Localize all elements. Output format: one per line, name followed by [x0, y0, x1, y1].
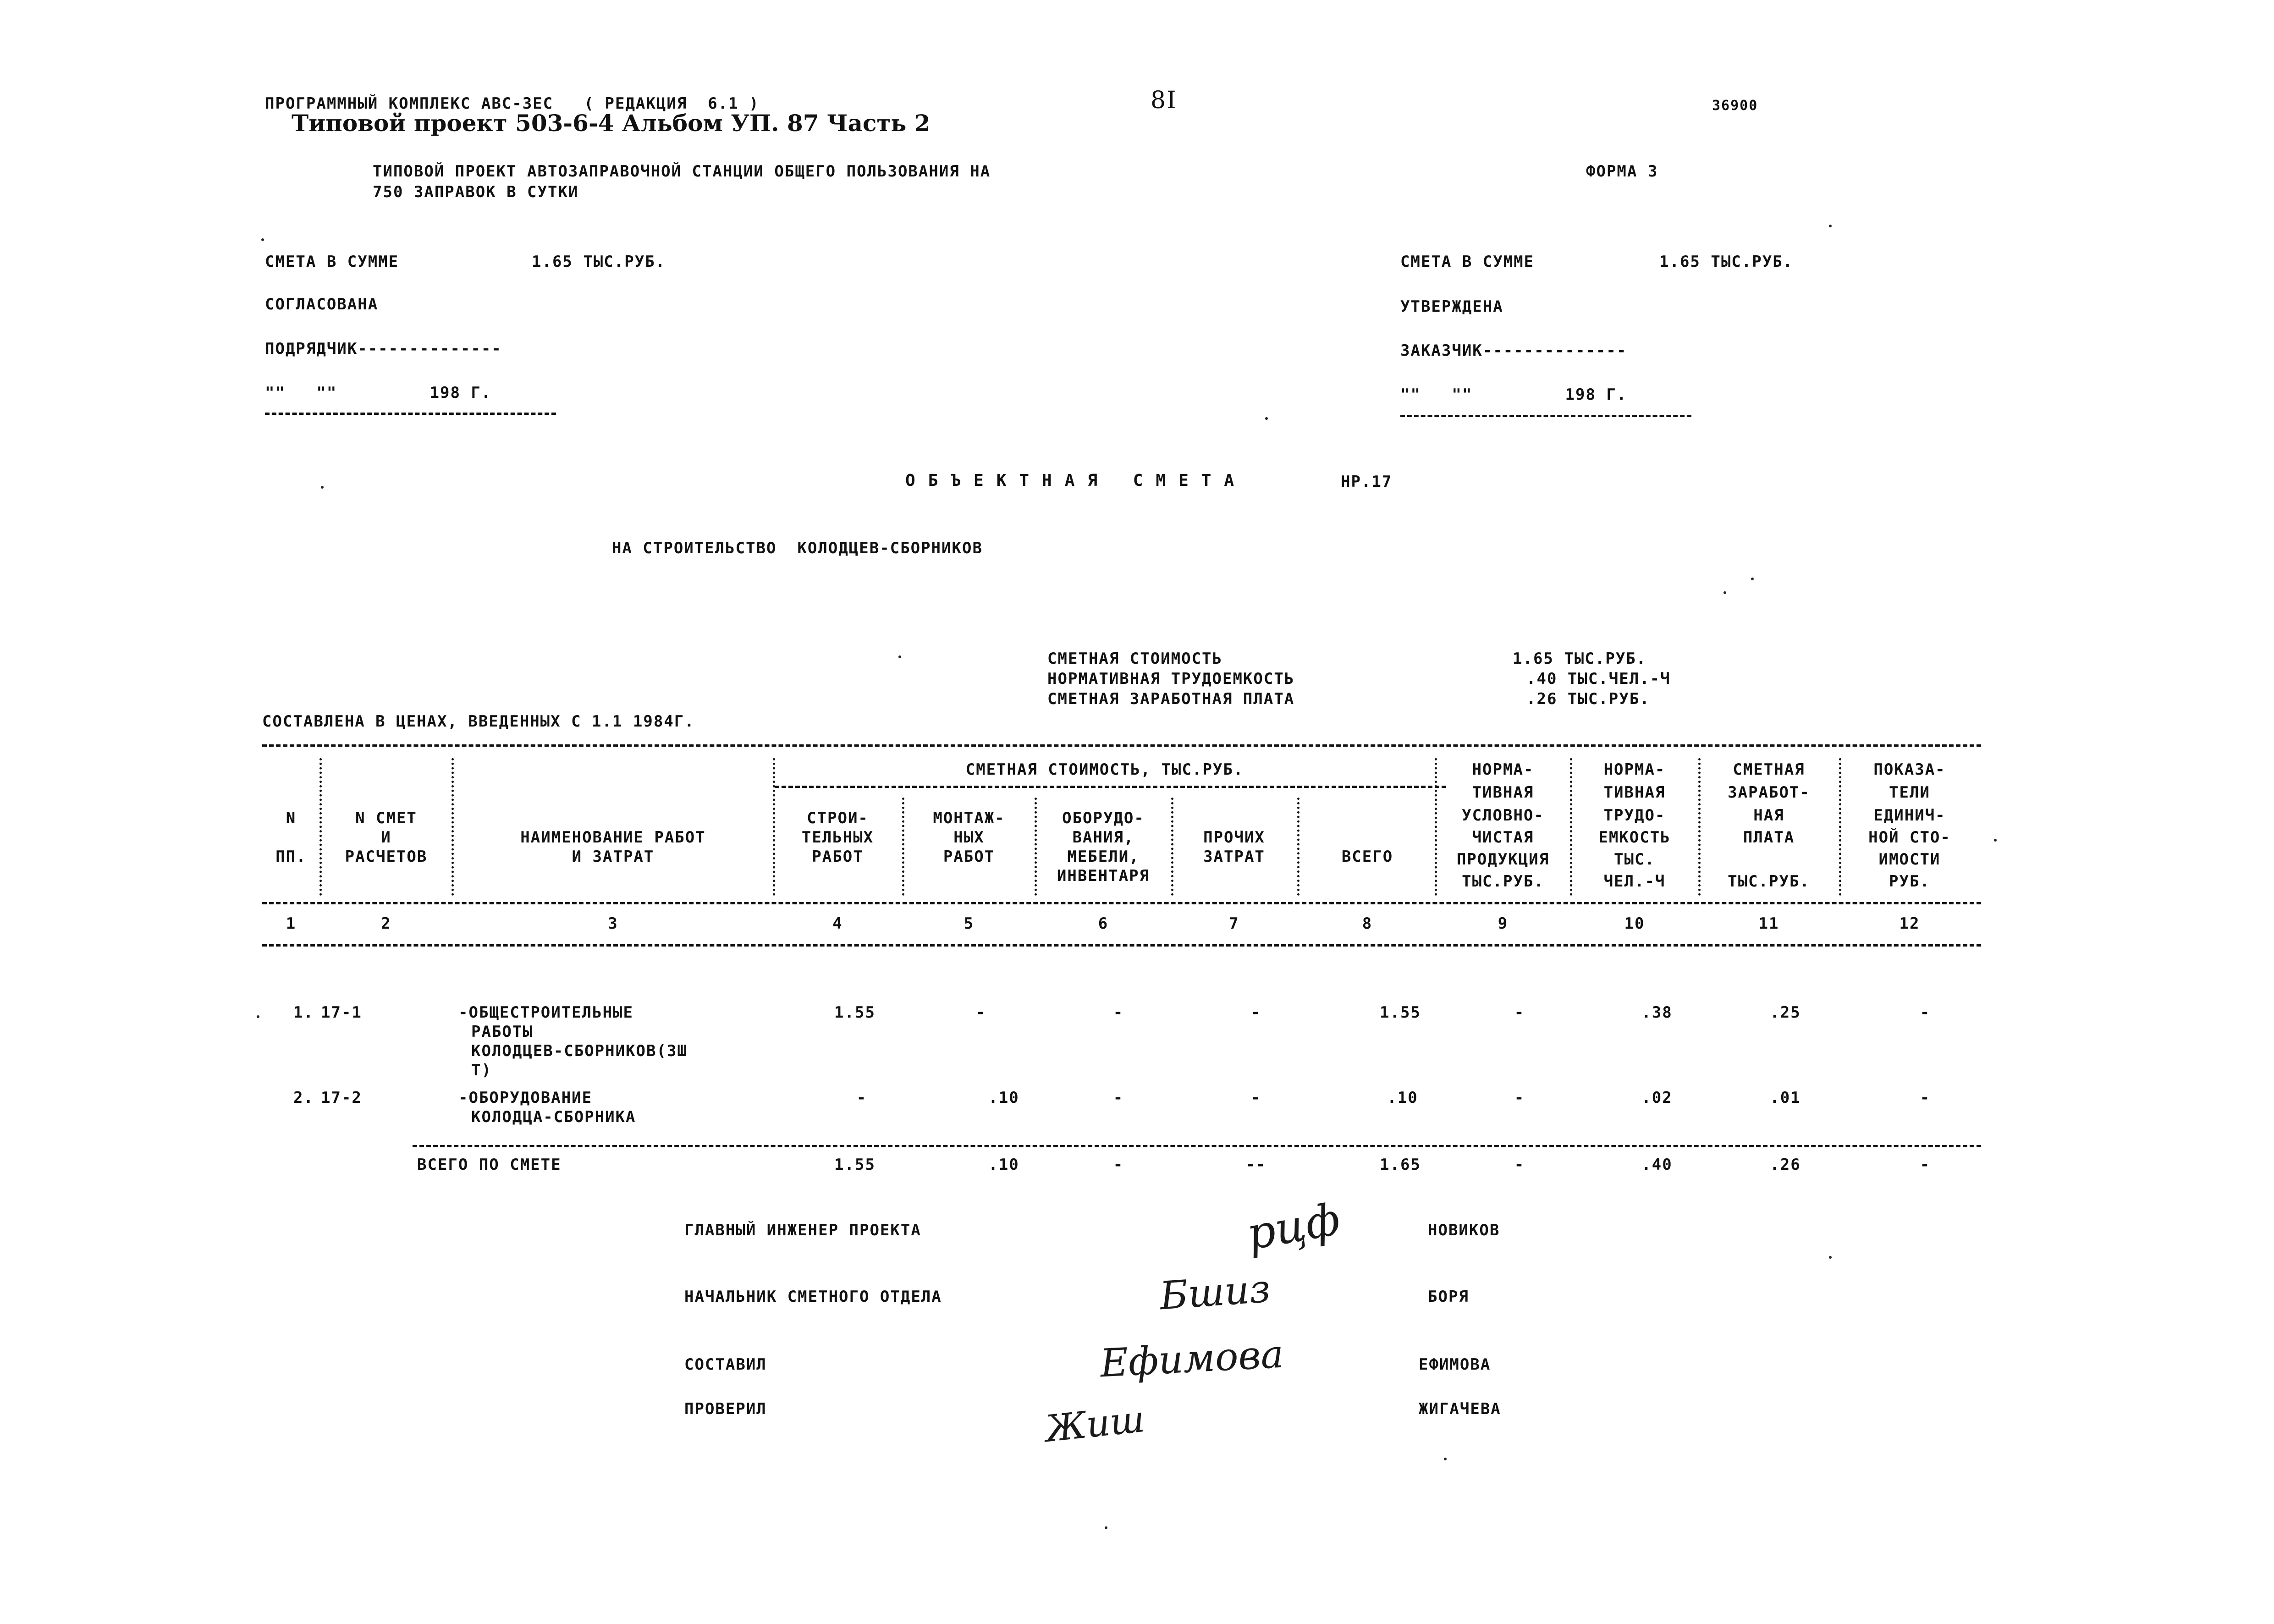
- column-header: НАИМЕНОВАНИЕ РАБОТ: [520, 828, 706, 847]
- column-header: ЕДИНИЧ-: [1873, 806, 1946, 825]
- cell-value: -: [1514, 1089, 1525, 1107]
- column-header: ЕМКОСТЬ: [1598, 828, 1671, 847]
- column-number: 9: [1498, 914, 1509, 933]
- document-number: НР.17: [1341, 473, 1393, 491]
- summary-value: .40 ТЫС.ЧЕЛ.-Ч: [1526, 670, 1671, 688]
- cell-value: 1.55: [1380, 1003, 1421, 1022]
- cell-value: -: [1113, 1003, 1124, 1022]
- column-separator: [1171, 798, 1173, 896]
- left-estimate-value: 1.65 ТЫС.РУБ.: [532, 253, 666, 271]
- header-bottom-rule: [262, 902, 1981, 904]
- column-number: 10: [1624, 914, 1645, 933]
- left-date-underline: [265, 413, 556, 415]
- group-header: СМЕТНАЯ СТОИМОСТЬ, ТЫС.РУБ.: [965, 760, 1244, 779]
- cell-value: -: [1250, 1089, 1261, 1107]
- approved-label: УТВЕРЖДЕНА: [1400, 297, 1503, 316]
- scan-speck: [1265, 417, 1268, 420]
- right-date-underline: [1400, 415, 1691, 417]
- column-header: ТЫС.: [1614, 850, 1655, 869]
- page-number: 8I: [1151, 87, 1177, 114]
- summary-value: 1.65 ТЫС.РУБ.: [1513, 650, 1647, 668]
- signature-role: ГЛАВНЫЙ ИНЖЕНЕР ПРОЕКТА: [684, 1221, 921, 1239]
- cell-value: .40: [1641, 1156, 1673, 1174]
- left-date: "" "" 198 Г.: [265, 384, 492, 402]
- column-number: 11: [1758, 914, 1779, 933]
- scan-speck: [1444, 1458, 1447, 1460]
- scan-speck: [1105, 1526, 1107, 1529]
- scan-speck: [257, 1015, 259, 1018]
- cell-value: .02: [1641, 1089, 1673, 1107]
- column-header: ЧИСТАЯ: [1472, 828, 1534, 847]
- cell-value: -: [1514, 1003, 1525, 1022]
- column-separator: [1297, 798, 1299, 896]
- work-name: Т): [471, 1061, 492, 1079]
- scan-speck: [321, 486, 324, 489]
- scan-speck: [898, 655, 901, 658]
- column-header: РУБ.: [1889, 872, 1930, 891]
- column-header: ТИВНАЯ: [1603, 783, 1666, 802]
- column-header: НОЙ СТО-: [1868, 828, 1951, 847]
- column-header: N: [286, 809, 297, 827]
- column-header: НОРМА-: [1472, 760, 1534, 779]
- signature-role: НАЧАЛЬНИК СМЕТНОГО ОТДЕЛА: [684, 1288, 942, 1306]
- summary-label: НОРМАТИВНАЯ ТРУДОЕМКОСТЬ: [1047, 670, 1295, 688]
- column-header: И ЗАТРАТ: [572, 848, 655, 866]
- project-title-line-2: 750 ЗАПРАВОК В СУТКИ: [373, 183, 579, 201]
- column-header: РАБОТ: [812, 848, 864, 866]
- column-header: СМЕТНАЯ: [1733, 760, 1805, 779]
- column-header: РАБОТ: [943, 848, 995, 866]
- column-separator: [451, 758, 454, 896]
- row-number: 2.: [293, 1089, 314, 1107]
- work-name: -ОБЩЕСТРОИТЕЛЬНЫЕ: [458, 1003, 633, 1022]
- column-header: ТИВНАЯ: [1472, 783, 1534, 802]
- column-header: ТЫС.РУБ.: [1728, 872, 1810, 891]
- number-row-rule: [262, 944, 1981, 947]
- signature-name: ЕФИМОВА: [1419, 1355, 1491, 1374]
- column-header: N СМЕТ: [355, 809, 417, 827]
- cell-value: 1.65: [1380, 1156, 1421, 1174]
- document-code: 36900: [1712, 98, 1758, 114]
- document-subtitle: НА СТРОИТЕЛЬСТВО КОЛОДЦЕВ-СБОРНИКОВ: [612, 539, 983, 557]
- column-number: 6: [1098, 914, 1109, 933]
- summary-label: СМЕТНАЯ ЗАРАБОТНАЯ ПЛАТА: [1047, 690, 1295, 708]
- prices-note: СОСТАВЛЕНА В ЦЕНАХ, ВВЕДЕННЫХ С 1.1 1984Г.: [262, 712, 695, 731]
- column-header: УСЛОВНО-: [1462, 806, 1544, 825]
- column-header: НОРМА-: [1603, 760, 1666, 779]
- column-header: ПРОДУКЦИЯ: [1456, 850, 1550, 869]
- column-header: РАСЧЕТОВ: [345, 848, 428, 866]
- work-name: КОЛОДЦА-СБОРНИКА: [471, 1108, 636, 1126]
- cell-value: -: [856, 1089, 867, 1107]
- column-number: 2: [381, 914, 391, 933]
- cell-value: -: [1514, 1156, 1525, 1174]
- column-number: 8: [1362, 914, 1373, 933]
- scan-speck: [1829, 225, 1832, 227]
- column-number: 1: [286, 914, 297, 933]
- column-separator: [773, 758, 775, 896]
- work-name: КОЛОДЦЕВ-СБОРНИКОВ(3Ш: [471, 1042, 688, 1060]
- column-header: ОБОРУДО-: [1062, 809, 1145, 827]
- customer-label: ЗАКАЗЧИК--------------: [1400, 341, 1627, 360]
- column-header: ПП.: [275, 848, 307, 866]
- column-separator: [319, 758, 322, 896]
- column-number: 4: [832, 914, 843, 933]
- total-label: ВСЕГО ПО СМЕТЕ: [417, 1156, 562, 1174]
- summary-value: .26 ТЫС.РУБ.: [1526, 690, 1650, 708]
- scan-speck: [1994, 839, 1997, 842]
- rows-bottom-rule: [413, 1145, 1981, 1147]
- table-top-rule: [262, 744, 1981, 747]
- column-number: 12: [1899, 914, 1920, 933]
- album-line: Типовой проект 503-6-4 Альбом УП. 87 Часть 2: [292, 110, 931, 137]
- cell-value: -: [1250, 1003, 1261, 1022]
- column-header: ЧЕЛ.-Ч: [1603, 872, 1666, 891]
- handwritten-signature: Ефимова: [1099, 1331, 1285, 1386]
- column-separator: [902, 798, 904, 896]
- contractor-label: ПОДРЯДЧИК--------------: [265, 340, 502, 358]
- column-header: ТЕЛЬНЫХ: [801, 828, 874, 847]
- column-header: НЫХ: [953, 828, 985, 847]
- handwritten-signature: рцф: [1243, 1193, 1344, 1260]
- right-date: "" "" 198 Г.: [1400, 385, 1627, 404]
- column-number: 3: [608, 914, 618, 933]
- signature-name: ЖИГАЧЕВА: [1419, 1400, 1501, 1418]
- cell-value: .10: [1387, 1089, 1418, 1107]
- cell-value: -: [1113, 1089, 1124, 1107]
- row-number: 1.: [293, 1003, 314, 1022]
- document-title: ОБЪЕКТНАЯ СМЕТА: [905, 471, 1247, 490]
- handwritten-signature: Бшиз: [1158, 1266, 1272, 1319]
- summary-label: СМЕТНАЯ СТОИМОСТЬ: [1047, 650, 1222, 668]
- column-header: СТРОИ-: [807, 809, 869, 827]
- cell-value: 1.55: [834, 1003, 875, 1022]
- program-line: ПРОГРАММНЫЙ КОМПЛЕКС АВС-ЗЕС ( РЕДАКЦИЯ 6.1 ): [265, 94, 760, 113]
- right-estimate-label: СМЕТА В СУММЕ: [1400, 253, 1535, 271]
- column-header: ЗАТРАТ: [1203, 848, 1265, 866]
- group-header-rule: [775, 786, 1446, 788]
- column-header: ТРУДО-: [1603, 806, 1666, 825]
- column-header: ИНВЕНТАРЯ: [1057, 867, 1150, 885]
- cell-value: .10: [988, 1089, 1019, 1107]
- cell-value: .25: [1770, 1003, 1801, 1022]
- cell-value: .26: [1770, 1156, 1801, 1174]
- project-title-line-1: ТИПОВОЙ ПРОЕКТ АВТОЗАПРАВОЧНОЙ СТАНЦИИ ОБЩЕГО ПОЛЬЗОВАНИЯ НА: [373, 162, 991, 181]
- cell-value: --: [1245, 1156, 1266, 1174]
- cell-value: -: [1113, 1156, 1124, 1174]
- cell-value: -: [1920, 1156, 1931, 1174]
- work-name: РАБОТЫ: [471, 1023, 533, 1041]
- cell-value: .38: [1641, 1003, 1673, 1022]
- column-header: ТЫС.РУБ.: [1462, 872, 1544, 891]
- column-header: ВСЕГО: [1341, 848, 1393, 866]
- column-header: И: [381, 828, 391, 847]
- column-header: МЕБЕЛИ,: [1067, 848, 1140, 866]
- cell-value: .01: [1770, 1089, 1801, 1107]
- column-header: НАЯ: [1753, 806, 1784, 825]
- signature-name: НОВИКОВ: [1428, 1221, 1500, 1239]
- scan-speck: [1829, 1256, 1832, 1259]
- left-estimate-label: СМЕТА В СУММЕ: [265, 253, 399, 271]
- cell-value: .10: [988, 1156, 1019, 1174]
- calc-number: 17-2: [321, 1089, 362, 1107]
- column-header: ЗАРАБОТ-: [1728, 783, 1810, 802]
- signature-name: БОРЯ: [1428, 1288, 1469, 1306]
- column-header: ПРОЧИХ: [1203, 828, 1265, 847]
- calc-number: 17-1: [321, 1003, 362, 1022]
- scan-speck: [1723, 591, 1726, 594]
- scan-speck: [1751, 578, 1754, 580]
- column-header: ТЕЛИ: [1889, 783, 1930, 802]
- signature-role: СОСТАВИЛ: [684, 1355, 767, 1374]
- signature-role: ПРОВЕРИЛ: [684, 1400, 767, 1418]
- agreed-label: СОГЛАСОВАНА: [265, 295, 379, 314]
- form-label: ФОРМА 3: [1586, 162, 1658, 181]
- column-header: МОНТАЖ-: [933, 809, 1005, 827]
- cell-value: -: [1920, 1003, 1931, 1022]
- column-header: ИМОСТИ: [1878, 850, 1941, 869]
- column-number: 7: [1229, 914, 1239, 933]
- column-number: 5: [964, 914, 975, 933]
- work-name: -ОБОРУДОВАНИЕ: [458, 1089, 593, 1107]
- column-header: ВАНИЯ,: [1072, 828, 1134, 847]
- cell-value: 1.55: [834, 1156, 875, 1174]
- cell-value: -: [975, 1003, 986, 1022]
- handwritten-signature: Жиш: [1043, 1397, 1147, 1451]
- cell-value: -: [1920, 1089, 1931, 1107]
- right-estimate-value: 1.65 ТЫС.РУБ.: [1659, 253, 1794, 271]
- column-header: ПЛАТА: [1743, 828, 1795, 847]
- column-header: ПОКАЗА-: [1873, 760, 1946, 779]
- scan-speck: [261, 238, 264, 241]
